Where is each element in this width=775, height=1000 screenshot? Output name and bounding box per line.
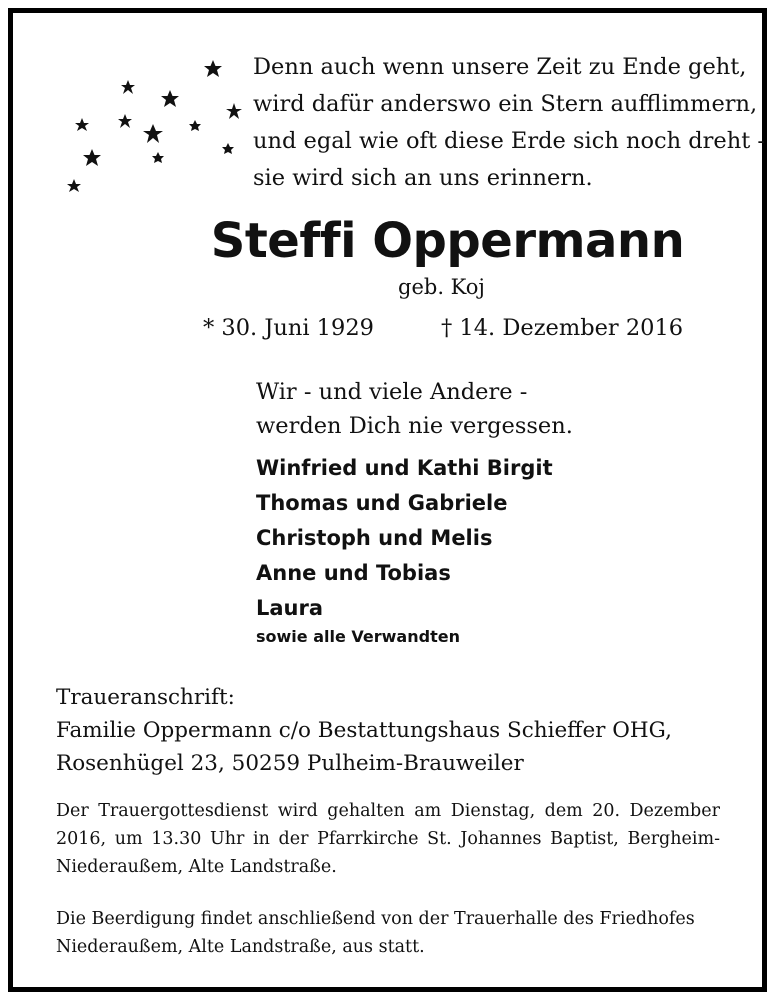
poem-line: Denn auch wenn unsere Zeit zu Ende geht, bbox=[253, 54, 747, 80]
star-icon bbox=[226, 103, 242, 119]
service-info: Der Trauergottesdienst wird gehalten am Dienstag, dem 20. Dezember 2016, um 13.30 Uhr in der Pfarrkirche St. Johannes Baptist, Bergheim-Niederaußem, Alte Landstraße. bbox=[56, 801, 720, 877]
farewell-line: werden Dich nie vergessen. bbox=[256, 413, 573, 439]
star-icon bbox=[83, 149, 101, 166]
poem bbox=[253, 49, 765, 197]
mourner-name: Winfried und Kathi Birgit bbox=[256, 456, 553, 480]
star-icon bbox=[152, 152, 164, 163]
address-line: Rosenhügel 23, 50259 Pulheim-Brauweiler bbox=[56, 751, 524, 776]
birth-name: geb. Koj bbox=[398, 275, 485, 299]
star-icon bbox=[75, 118, 89, 131]
star-icon bbox=[222, 143, 234, 154]
star-icon bbox=[67, 179, 81, 192]
farewell-line: Wir - und viele Andere - bbox=[256, 379, 528, 405]
relatives-line: sowie alle Verwandten bbox=[256, 627, 460, 646]
death-date: † 14. Dezember 2016 bbox=[441, 315, 684, 341]
address-label: Traueranschrift: bbox=[56, 685, 235, 710]
star-icon bbox=[204, 60, 222, 77]
star-icon bbox=[161, 90, 179, 107]
star-icon bbox=[143, 124, 163, 143]
mourner-list bbox=[256, 451, 553, 626]
mourner-name: Christoph und Melis bbox=[256, 526, 493, 550]
star-icon bbox=[189, 120, 201, 131]
poem-line: sie wird sich an uns erinnern. bbox=[253, 165, 593, 191]
mourner-name: Anne und Tobias bbox=[256, 561, 451, 585]
mourner-name: Thomas und Gabriele bbox=[256, 491, 508, 515]
deceased-name: Steffi Oppermann bbox=[210, 213, 685, 269]
stars-icon bbox=[43, 48, 243, 198]
obituary-notice bbox=[8, 8, 767, 992]
burial-info: Die Beerdigung findet anschließend von der Trauerhalle des Friedhofes Niederaußem, Alte Landstraße, aus statt. bbox=[56, 909, 695, 957]
poem-line: wird dafür anderswo ein Stern aufflimmern, bbox=[253, 91, 758, 117]
birth-date: * 30. Juni 1929 bbox=[203, 315, 374, 341]
farewell-message bbox=[256, 375, 573, 443]
address-line: Familie Oppermann c/o Bestattungshaus Schieffer OHG, bbox=[56, 718, 672, 743]
poem-line: und egal wie oft diese Erde sich noch dreht - bbox=[253, 128, 766, 154]
star-icon bbox=[118, 114, 132, 128]
mourning-address bbox=[56, 681, 672, 780]
mourner-name: Laura bbox=[256, 596, 324, 620]
star-icon bbox=[121, 80, 135, 94]
